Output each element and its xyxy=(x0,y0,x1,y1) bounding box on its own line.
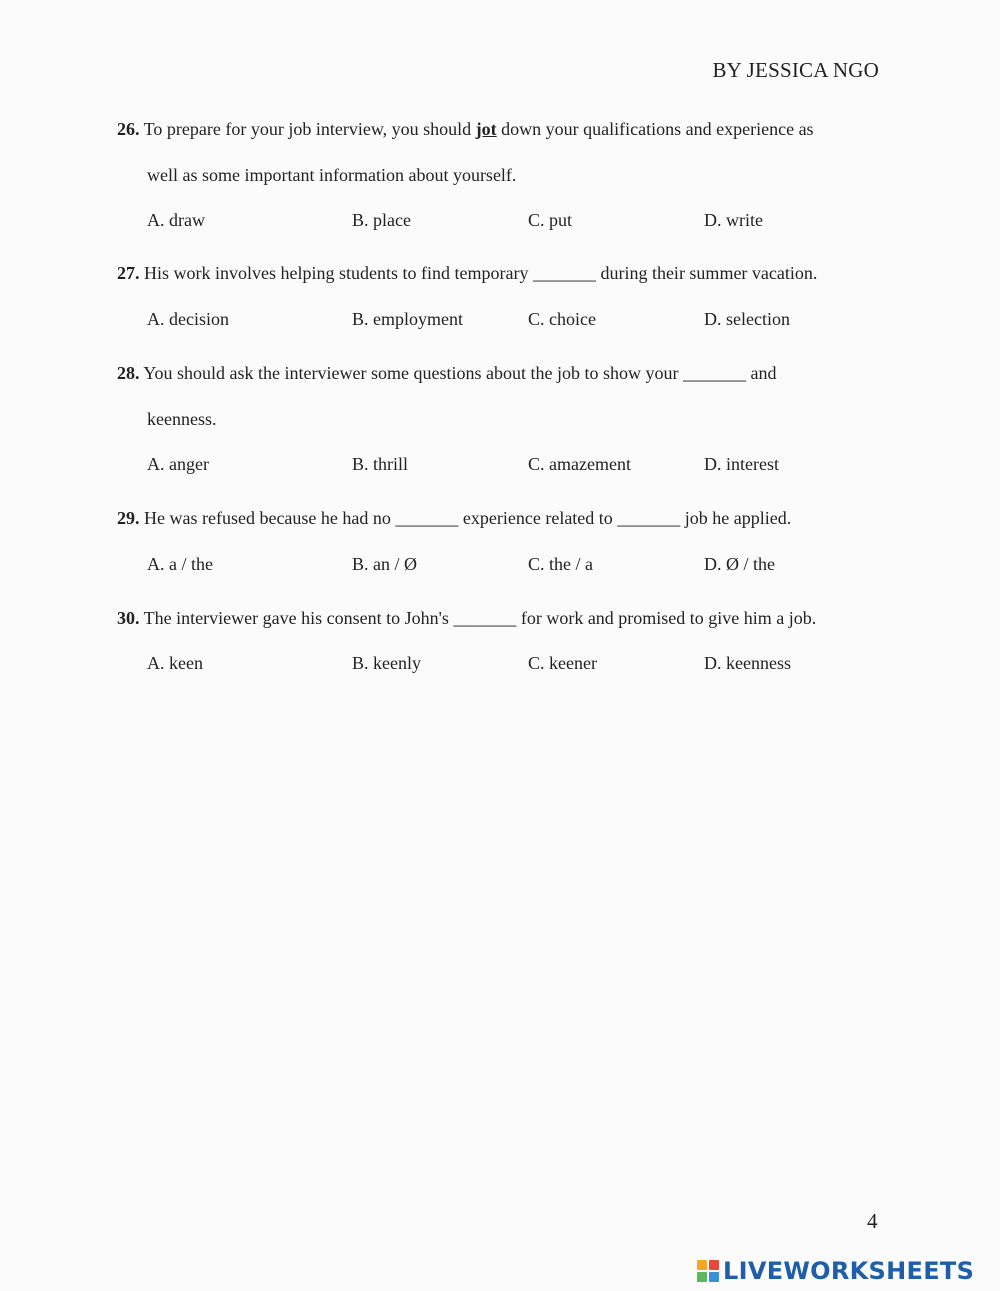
option-d[interactable]: D. keenness xyxy=(704,653,791,673)
option-a[interactable]: A. anger xyxy=(147,454,209,474)
question-keyword: jot xyxy=(475,119,497,139)
logo-block xyxy=(697,1272,707,1282)
option-b[interactable]: B. place xyxy=(352,210,411,230)
question-29 xyxy=(117,509,791,527)
option-a[interactable]: A. a / the xyxy=(147,554,213,574)
option-c[interactable]: C. the / a xyxy=(528,554,593,574)
question-30-options xyxy=(0,653,1000,677)
question-number: 27. xyxy=(117,263,140,283)
question-28-options xyxy=(0,454,1000,478)
logo-text: LIVEWORKSHEETS xyxy=(723,1257,975,1285)
liveworksheets-blocks-icon xyxy=(697,1260,719,1282)
question-text: The interviewer gave his consent to John's _______ for work and promised to give him a job. xyxy=(139,608,817,628)
page-number: 4 xyxy=(867,1209,878,1233)
option-b[interactable]: B. an / Ø xyxy=(352,554,417,574)
question-text: down your qualifications and experience as xyxy=(496,119,814,139)
option-d[interactable]: D. Ø / the xyxy=(704,554,775,574)
question-text: To prepare for your job interview, you should xyxy=(139,119,476,139)
option-a[interactable]: A. draw xyxy=(147,210,205,230)
question-26-continuation: well as some important information about yourself. xyxy=(147,165,517,185)
option-d[interactable]: D. selection xyxy=(704,309,790,329)
question-26-options xyxy=(0,210,1000,234)
option-a[interactable]: A. decision xyxy=(147,309,229,329)
option-a[interactable]: A. keen xyxy=(147,653,203,673)
option-c[interactable]: C. choice xyxy=(528,309,596,329)
question-28-continuation: keenness. xyxy=(147,409,217,429)
option-b[interactable]: B. thrill xyxy=(352,454,409,474)
logo-block xyxy=(709,1272,719,1282)
question-text: You should ask the interviewer some questions about the job to show your _______ and xyxy=(139,363,777,383)
question-29-options xyxy=(0,554,1000,578)
option-d[interactable]: D. interest xyxy=(704,454,779,474)
option-d[interactable]: D. write xyxy=(704,210,763,230)
question-number: 28. xyxy=(117,363,140,383)
logo-block xyxy=(697,1260,707,1270)
option-c[interactable]: C. amazement xyxy=(528,454,631,474)
question-number: 29. xyxy=(117,508,140,528)
question-27 xyxy=(117,264,817,282)
option-b[interactable]: B. employment xyxy=(352,309,463,329)
question-text: He was refused because he had no _______ experience related to _______ job he applied. xyxy=(139,508,792,528)
option-b[interactable]: B. keenly xyxy=(352,653,421,673)
question-30 xyxy=(117,609,816,627)
question-text: His work involves helping students to find temporary _______ during their summer vacation. xyxy=(139,263,818,283)
page-header-author: BY JESSICA NGO xyxy=(712,58,879,82)
option-c[interactable]: C. put xyxy=(528,210,573,230)
question-26 xyxy=(117,120,814,138)
question-number: 26. xyxy=(117,119,140,139)
question-28 xyxy=(117,364,776,382)
question-number: 30. xyxy=(117,608,140,628)
option-c[interactable]: C. keener xyxy=(528,653,597,673)
logo-block xyxy=(709,1260,719,1270)
question-27-options xyxy=(0,309,1000,333)
liveworksheets-logo[interactable] xyxy=(697,1256,974,1286)
